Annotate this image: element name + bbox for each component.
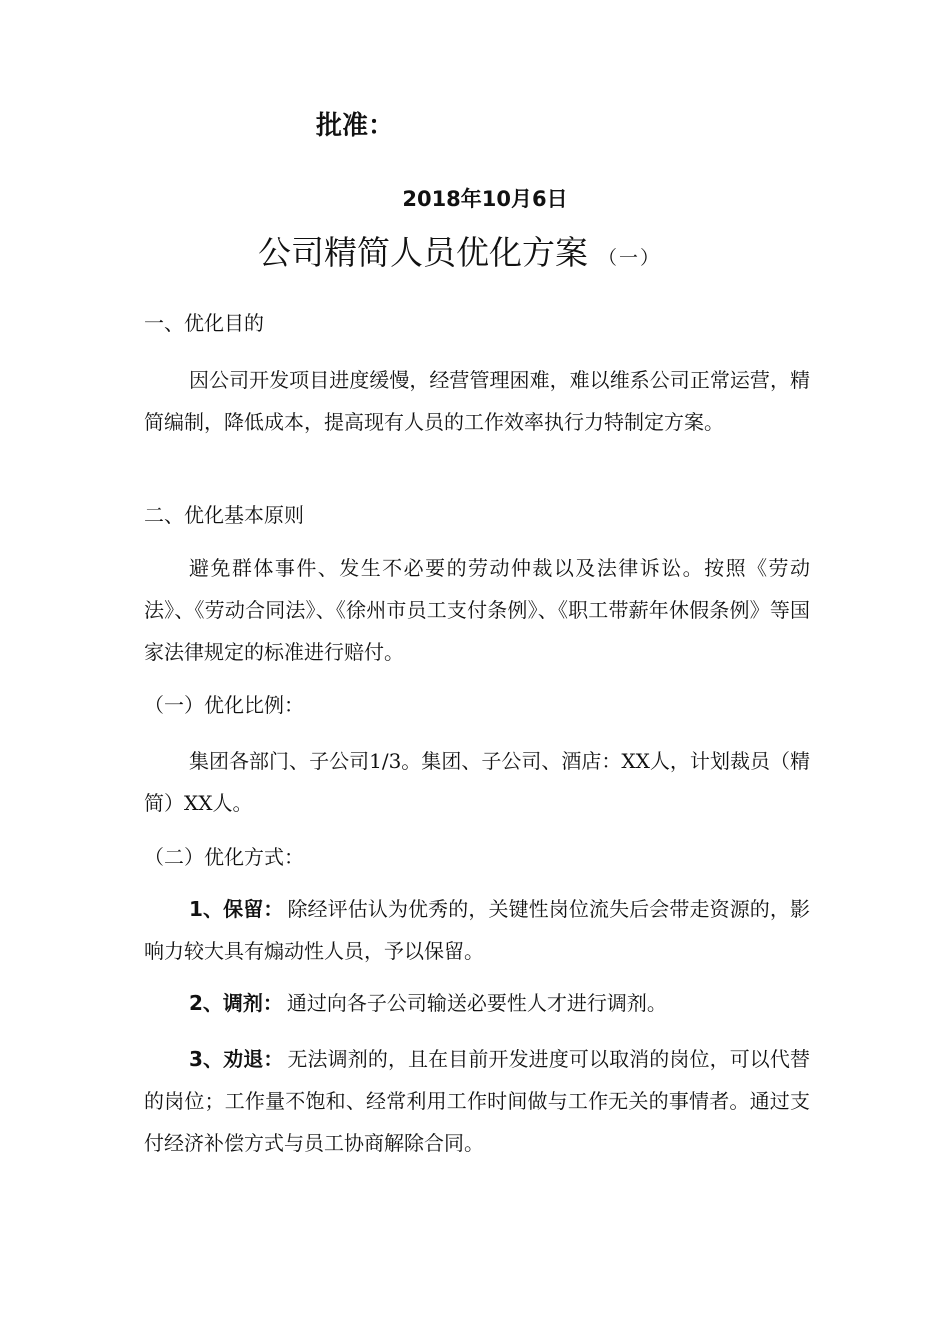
section-heading-principles: 二、优化基本原则 — [144, 503, 304, 527]
method-term-dismiss: 3、劝退： — [189, 1047, 284, 1071]
subsection-heading-ratio: （一）优化比例： — [144, 693, 304, 717]
method-body-transfer: 通过向各子公司输送必要性人才进行调剂。 — [286, 991, 667, 1015]
method-item-retain — [144, 888, 810, 972]
paragraph-principles: 避免群体事件、发生不必要的劳动仲裁以及法律诉讼。按照《劳动法》、《劳动合同法》、《徐州市员工支付条例》、《职工带薪年休假条例》等国家法律规定的标准进行赔付。 — [144, 556, 810, 664]
approval-label: 批准： — [316, 111, 395, 141]
paragraph-ratio: 集团各部门、子公司1/3。集团、子公司、酒店：XX人，计划裁员（精简）XX人。 — [144, 749, 810, 815]
method-term-transfer: 2、调剂： — [189, 991, 283, 1015]
subsection-heading-methods: （二）优化方式： — [144, 845, 304, 869]
document-title — [258, 228, 661, 283]
document-title-main: 公司精简人员优化方案 — [258, 233, 588, 272]
paragraph-purpose: 因公司开发项目进度缓慢，经营管理困难，难以维系公司正常运营，精简编制，降低成本，提高现有人员的工作效率执行力特制定方案。 — [144, 368, 810, 434]
method-item-transfer — [144, 982, 810, 1024]
method-item-dismiss — [144, 1038, 810, 1164]
method-body-dismiss: 无法调剂的，且在目前开发进度可以取消的岗位，可以代替的岗位；工作量不饱和、经常利用工作时间做与工作无关的事情者。通过支付经济补偿方式与员工协商解除合同。 — [144, 1047, 811, 1155]
method-body-retain: 除经评估认为优秀的，关键性岗位流失后会带走资源的，影响力较大具有煽动性人员，予以保留。 — [144, 897, 811, 963]
section-heading-purpose: 一、优化目的 — [144, 311, 264, 335]
method-term-retain: 1、保留： — [189, 897, 284, 921]
document-title-suffix: （一） — [598, 247, 662, 269]
document-date: 2018年10月6日 — [402, 187, 568, 211]
